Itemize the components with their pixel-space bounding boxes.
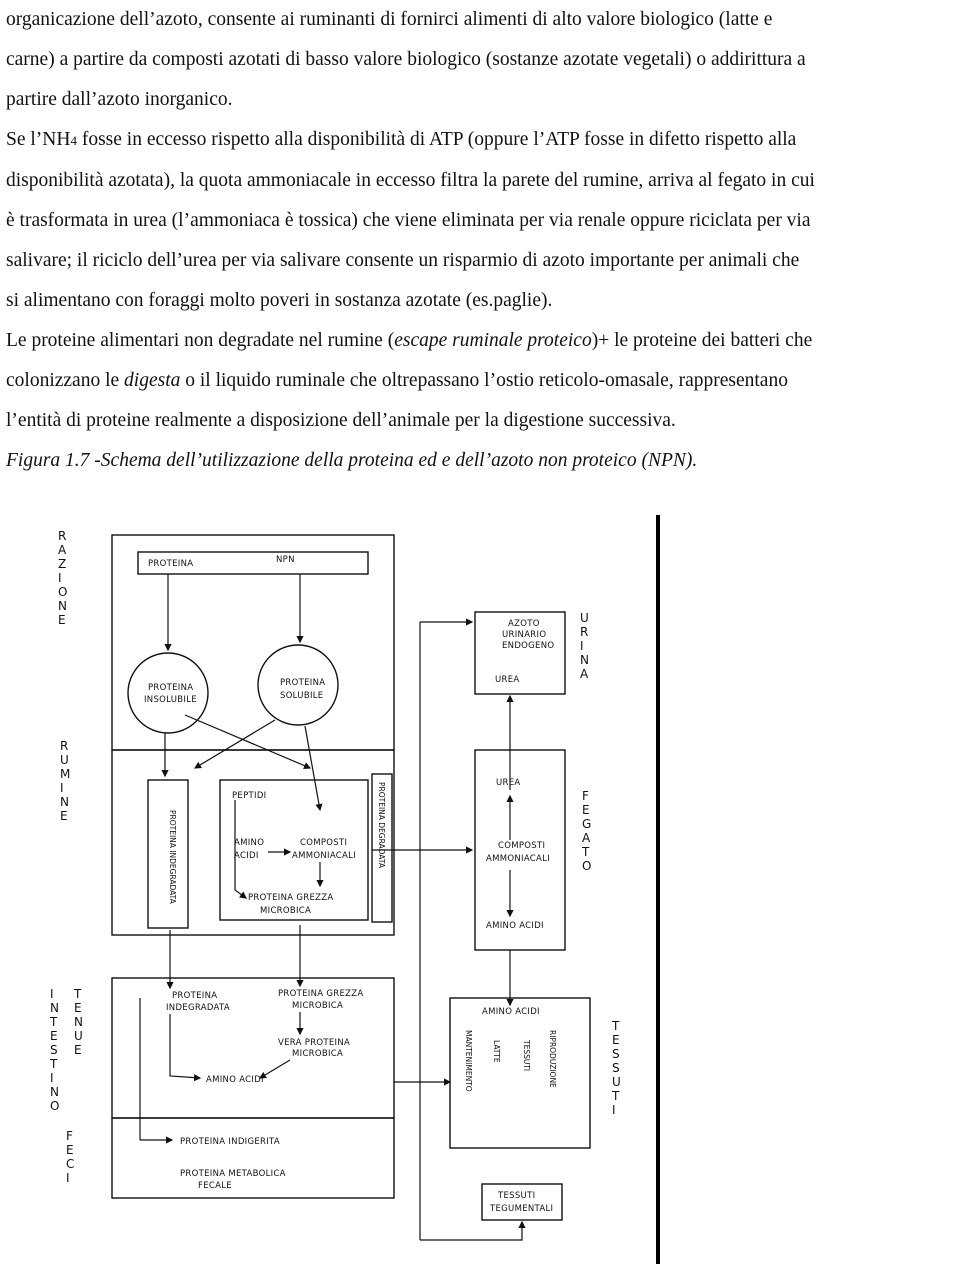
- text-line: è trasformata in urea (l’ammoniaca è tossica) che viene eliminata per via renale oppure riciclata per via: [6, 210, 811, 231]
- insoluble-protein-circle: [128, 653, 208, 733]
- text-line: [6, 321, 956, 361]
- text-line: [6, 361, 956, 401]
- node-label: AMINO ACIDI: [482, 1007, 540, 1017]
- text-line: salivare; il riciclo dell’urea per via salivare consente un risparmio di azoto importante per animali che: [6, 250, 800, 271]
- paragraph-2: [6, 120, 956, 321]
- flow-arrow: [235, 800, 246, 898]
- node-label: ACIDI: [234, 851, 259, 861]
- node-label: COMPOSTI: [498, 841, 546, 851]
- vertical-label: PROTEINA INDEGRADATA: [168, 810, 177, 904]
- flow-arrow: [305, 726, 320, 810]
- node-label: MICROBICA: [260, 906, 312, 916]
- node-label: UREA: [495, 675, 520, 685]
- caption-text: Figura 1.7 -Schema dell’utilizzazione della proteina ed e dell’azoto non proteico (NPN).: [6, 450, 698, 471]
- node-label: TESSUTI: [498, 1191, 536, 1201]
- node-label: PROTEINA: [280, 678, 326, 688]
- node-label: INSOLUBILE: [144, 695, 197, 705]
- text-line: organicazione dell’azoto, consente ai ruminanti di fornirci alimenti di alto valore biologico (latte e: [6, 9, 773, 30]
- text-fragment: Se l’NH: [6, 129, 71, 150]
- node-label: AMINO: [234, 838, 265, 848]
- side-label-feci: F E C I: [66, 1129, 75, 1185]
- node-label: PEPTIDI: [232, 791, 267, 801]
- vertical-label: TESSUTI: [522, 1040, 531, 1072]
- node-label: PROTEINA INDIGERITA: [180, 1137, 281, 1147]
- flow-arrow: [420, 1222, 522, 1240]
- feci-box: [112, 1118, 394, 1198]
- node-label: PROTEINA: [172, 991, 218, 1001]
- flow-arrow: [260, 1060, 290, 1078]
- node-label: URINARIO: [502, 630, 547, 640]
- paragraph-3: [6, 321, 956, 441]
- flow-arrow: [170, 1014, 200, 1078]
- subscript: 4: [70, 133, 77, 148]
- side-label-fegato: F E G A T O: [582, 789, 592, 873]
- intestino-box: [112, 978, 394, 1118]
- vertical-label: LATTE: [492, 1040, 501, 1063]
- side-label-urina: U R I N A: [580, 611, 589, 681]
- text-line: [6, 120, 956, 161]
- tegumentali-box: [482, 1184, 562, 1220]
- node-label: AMINO ACIDI: [206, 1075, 264, 1085]
- vertical-label: PROTEINA DEGRADATA: [377, 782, 386, 868]
- side-label-tenue: T E N U E: [74, 987, 83, 1057]
- flow-arrow: [185, 715, 310, 768]
- text-line: l’entità di proteine realmente a disposizione dell’animale per la digestione successiva.: [6, 410, 676, 431]
- text-line: si alimentano con foraggi molto poveri in sostanza azotate (es.paglie).: [6, 290, 553, 311]
- node-label: AZOTO: [508, 619, 540, 629]
- node-label: PROTEINA: [148, 683, 194, 693]
- node-label: MICROBICA: [292, 1001, 344, 1011]
- text-line: partire dall’azoto inorganico.: [6, 89, 233, 110]
- node-label: COMPOSTI: [300, 838, 348, 848]
- text-fragment: fosse in eccesso rispetto alla disponibilità di ATP (oppure l’ATP fosse in difetto rispetto alla: [76, 129, 797, 150]
- text-fragment: )+ le proteine dei batteri che: [591, 330, 813, 351]
- emphasis: escape ruminale proteico: [394, 330, 592, 351]
- node-label: MICROBICA: [292, 1049, 344, 1059]
- vertical-label: MANTENIMENTO: [464, 1030, 473, 1092]
- undegraded-protein-box: [148, 780, 188, 928]
- text-fragment: Le proteine alimentari non degradate nel rumine (: [6, 330, 395, 351]
- npn-label: NPN: [276, 555, 295, 565]
- paragraph-1: [6, 0, 956, 120]
- node-label: PROTEINA GREZZA: [248, 893, 334, 903]
- node-label: UREA: [496, 778, 521, 788]
- node-label: SOLUBILE: [280, 691, 324, 701]
- node-label: PROTEINA METABOLICA: [180, 1169, 286, 1179]
- node-label: TEGUMENTALI: [490, 1204, 554, 1214]
- side-label-razione: R A Z I O N E: [58, 529, 68, 627]
- node-label: FECALE: [198, 1181, 232, 1191]
- node-label: VERA PROTEINA: [278, 1038, 351, 1048]
- text-line: carne) a partire da composti azotati di basso valore biologico (sostanze azotate vegetali) o addirittura a: [6, 49, 806, 70]
- protein-utilization-diagram: [20, 500, 700, 1264]
- emphasis: digesta: [124, 370, 181, 391]
- vertical-label: RIPRODUZIONE: [548, 1030, 557, 1088]
- node-label: AMMONIACALI: [292, 851, 356, 861]
- figure-caption: [6, 441, 956, 481]
- side-label-rumine: R U M I N E: [60, 739, 71, 823]
- flow-arrow: [195, 720, 275, 768]
- node-label: ENDOGENO: [502, 641, 555, 651]
- text-line: disponibilità azotata), la quota ammoniacale in eccesso filtra la parete del rumine, arriva al fegato in cui: [6, 170, 815, 191]
- proteina-label: PROTEINA: [148, 559, 194, 569]
- node-label: AMMONIACALI: [486, 854, 550, 864]
- node-label: INDEGRADATA: [166, 1003, 230, 1013]
- node-label: PROTEINA GREZZA: [278, 989, 364, 999]
- body-text: [6, 0, 956, 481]
- side-label-intestino: I N T E S T I N O: [50, 987, 60, 1113]
- diagram-svg: [20, 500, 700, 1264]
- node-label: AMINO ACIDI: [486, 921, 544, 931]
- text-fragment: colonizzano le: [6, 370, 125, 391]
- side-label-tessuti: T E S S U T I: [612, 1019, 621, 1117]
- text-fragment: o il liquido ruminale che oltrepassano l’ostio reticolo-omasale, rappresentano: [180, 370, 788, 391]
